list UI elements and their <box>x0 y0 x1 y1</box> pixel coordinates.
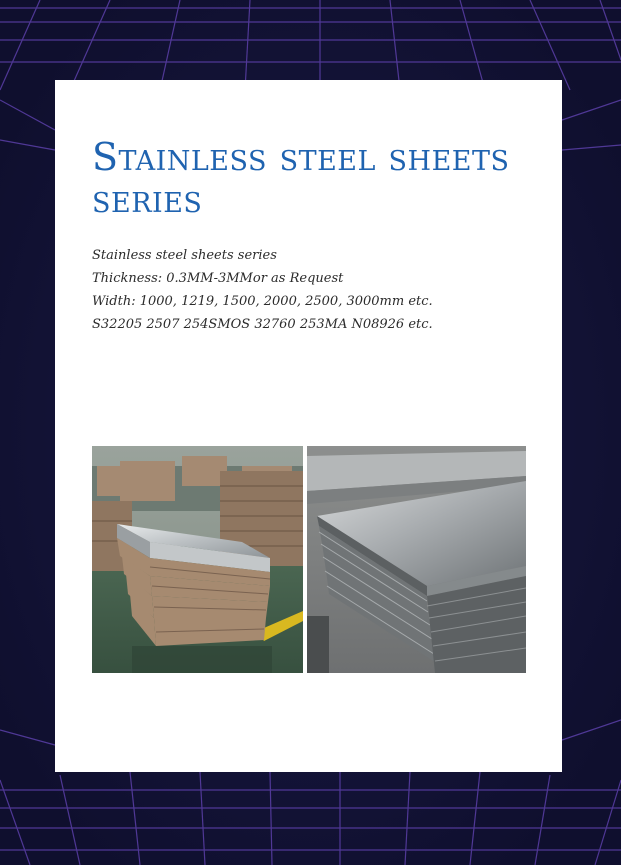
description-line: Stainless steel sheets series <box>92 248 277 263</box>
steel-sheet-closeup-photo <box>307 446 526 673</box>
page-title: Stainless steel sheets series <box>92 135 510 221</box>
product-description <box>92 244 532 336</box>
description-line: Thickness: 0.3MM-3MMor as Request <box>92 271 344 286</box>
description-line: Width: 1000, 1219, 1500, 2000, 2500, 3000mm etc. <box>92 294 433 309</box>
product-photos <box>92 446 526 673</box>
content-card <box>55 80 562 772</box>
description-line: S32205 2507 254SMOS 32760 253MA N08926 etc. <box>92 317 433 332</box>
warehouse-stacks-photo <box>92 446 303 673</box>
